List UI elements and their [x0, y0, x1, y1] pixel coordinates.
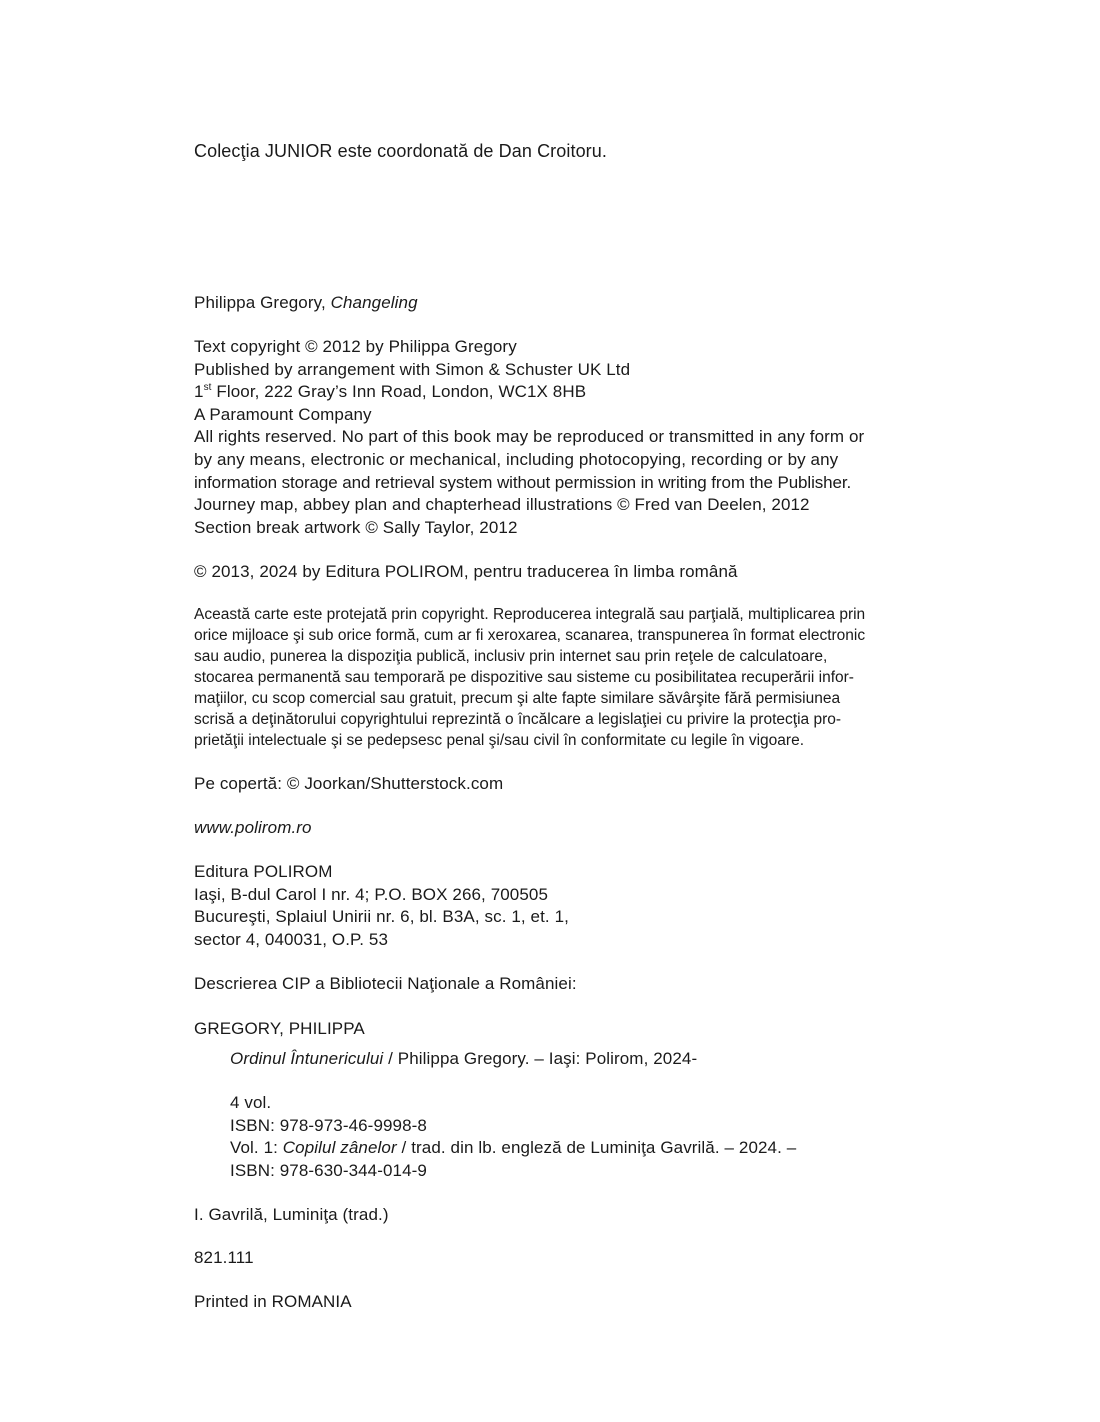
legal-notice-line: orice mijloace şi sub orice formă, cum ar fi xeroxarea, scanarea, transpunerea în format electronic	[194, 627, 866, 644]
cip-isbn-set: ISBN: 978-973-46-9998-8	[230, 1115, 427, 1135]
copyright-line-5: All rights reserved. No part of this book may be reproduced or transmitted in any form or	[194, 427, 865, 447]
translation-copyright: © 2013, 2024 by Editura POLIROM, pentru traducerea în limba română	[194, 562, 738, 581]
copyright-line-2: Published by arrangement with Simon & Schuster UK Ltd	[194, 359, 631, 379]
cip-vol1-rest: / trad. din lb. engleză de Luminiţa Gavrilă. – 2024. –	[396, 1138, 797, 1158]
copyright-line-6: by any means, electronic or mechanical, including photocopying, recording or by any	[194, 450, 839, 469]
legal-notice-line: maţiilor, cu scop comercial sau gratuit, precum şi alte fapte similare săvârşite fără permisiunea	[194, 690, 841, 707]
floor-suffix: st	[203, 382, 212, 394]
original-title-line	[194, 292, 418, 315]
cip-heading: Descrierea CIP a Bibliotecii Naţionale a României:	[194, 974, 577, 993]
floor-address: Floor, 222 Gray’s Inn Road, London, WC1X 8HB	[211, 382, 587, 402]
cip-series-line	[230, 1048, 697, 1071]
printed-in: Printed in ROMANIA	[194, 1292, 352, 1311]
copyright-line-3	[194, 381, 586, 404]
cip-author: GREGORY, PHILIPPA	[194, 1019, 365, 1038]
cip-series-rest: / Philippa Gregory. – Iaşi: Polirom, 2024-	[383, 1049, 698, 1068]
cip-isbn-vol1: ISBN: 978-630-344-014-9	[230, 1160, 427, 1180]
legal-notice-line: Această carte este protejată prin copyright. Reproducerea integrală sau parţială, multiplicarea prin	[194, 606, 866, 623]
website-text: www.polirom.ro	[194, 818, 312, 837]
cip-udc: 821.111	[194, 1248, 254, 1267]
cip-vol1-title: Copilul zânelor	[282, 1138, 397, 1158]
legal-notice-line: stocarea permanentă sau temporară pe dispozitive sau sisteme cu posibilitatea recuperării infor-	[194, 669, 854, 686]
website-link[interactable]	[194, 817, 312, 840]
cip-vol1-line	[230, 1137, 796, 1160]
copyright-line-8: Journey map, abbey plan and chapterhead illustrations © Fred van Deelen, 2012	[194, 495, 810, 515]
cover-credit: Pe copertă: © Joorkan/Shutterstock.com	[194, 774, 504, 793]
publisher-address-2: Bucureşti, Splaiul Unirii nr. 6, bl. B3A, sc. 1, et. 1,	[194, 907, 569, 927]
copyright-line-1: Text copyright © 2012 by Philippa Gregory	[194, 337, 517, 356]
cip-vol1-pre: Vol. 1:	[230, 1138, 283, 1158]
publisher-name: Editura POLIROM	[194, 862, 333, 881]
legal-notice-line: sau audio, punerea la dispoziţia publică, inclusiv prin internet sau prin reţele de calculatoare,	[194, 648, 828, 665]
legal-notice-line: prietăţii intelectuale şi se pedepsesc penal şi/sau civil în conformitate cu legile în vigoare.	[194, 732, 804, 749]
cip-volumes: 4 vol.	[230, 1093, 272, 1112]
floor-number: 1	[194, 382, 204, 402]
series-note: Colecţia JUNIOR este coordonată de Dan Croitoru.	[194, 141, 607, 161]
copyright-line-4: A Paramount Company	[194, 404, 372, 424]
cip-translator: I. Gavrilă, Luminiţa (trad.)	[194, 1205, 389, 1224]
original-author: Philippa Gregory,	[194, 293, 326, 312]
original-title: Changeling	[330, 293, 418, 312]
publisher-address-3: sector 4, 040031, O.P. 53	[194, 929, 389, 949]
publisher-address-1: Iaşi, B-dul Carol I nr. 4; P.O. BOX 266, 700505	[194, 884, 549, 904]
cip-series-title: Ordinul Întunericului	[230, 1049, 384, 1068]
legal-notice-line: scrisă a deţinătorului copyrightului reprezintă o încălcare a legislaţiei cu privire la protecţia pro-	[194, 711, 842, 728]
copyright-line-7: information storage and retrieval system without permission in writing from the Publisher.	[194, 472, 852, 492]
copyright-line-9: Section break artwork © Sally Taylor, 2012	[194, 517, 518, 537]
